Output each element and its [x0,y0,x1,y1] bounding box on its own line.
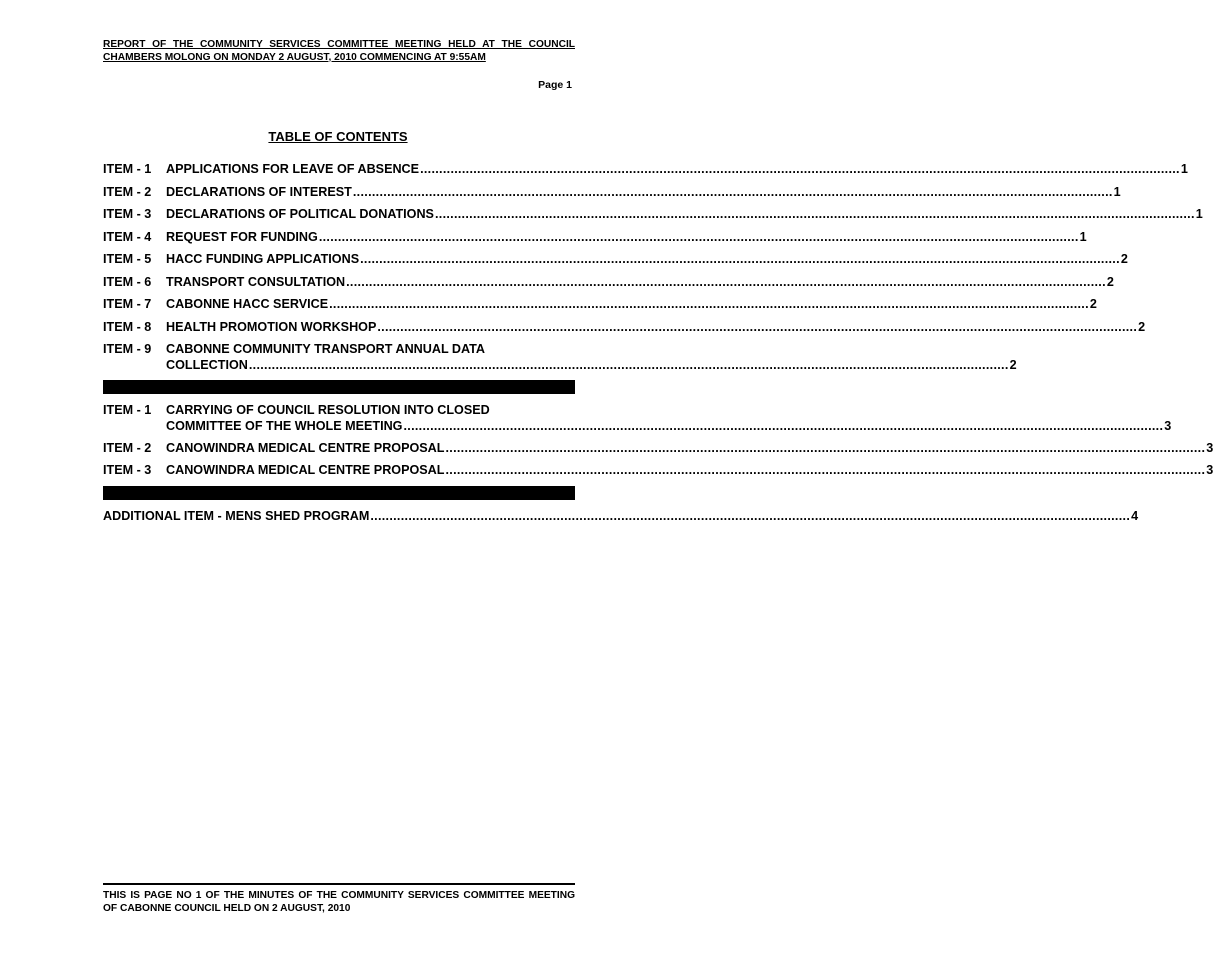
item-page: 2 [1138,320,1146,334]
report-header: REPORT OF THE COMMUNITY SERVICES COMMITTEE MEETING HELD AT THE COUNCIL CHAMBERS MOLONG ON MONDAY 2 AUGUST, 2010 COMMENCING AT 9:55AM [103,39,575,63]
toc-entry-open-8[interactable] [103,319,1146,335]
item-page: 2 [1106,275,1114,289]
toc-entry-open-5[interactable] [103,251,1128,267]
item-number: ITEM - 3 [103,463,152,477]
section-divider-bar [103,486,575,500]
item-title: CANOWINDRA MEDICAL CENTRE PROPOSAL [166,441,445,455]
item-title: TRANSPORT CONSULTATION [166,275,346,289]
toc-entry-closed-3[interactable] [103,462,1213,478]
item-number: ITEM - 5 [103,252,152,266]
toc-entry-open-4[interactable] [103,229,1087,245]
item-title-line2: COLLECTION [166,358,248,372]
page-footer: THIS IS PAGE NO 1 OF THE MINUTES OF THE COMMUNITY SERVICES COMMITTEE MEETING OF CABONNE COUNCIL HELD ON 2 AUGUST, 2010 [103,890,575,914]
item-title: HEALTH PROMOTION WORKSHOP [166,320,377,334]
item-page: 1 [1195,207,1203,221]
item-title: HACC FUNDING APPLICATIONS [166,252,360,266]
item-number: ITEM - 4 [103,230,152,244]
toc-entry-closed-2[interactable] [103,440,1213,456]
toc-entry-closed-1[interactable] [103,402,1172,434]
toc-entry-additional[interactable] [103,508,1139,524]
item-page: 1 [1113,185,1121,199]
leader-dots: ........................................................................................................................................................................................................ [248,358,1009,372]
item-title-line2: COMMITTEE OF THE WHOLE MEETING [166,419,403,433]
item-number: ITEM - 1 [103,403,152,417]
leader-dots: ........................................................................................................................................................................................................ [445,441,1206,455]
leader-dots: ........................................................................................................................................................................................................ [318,230,1079,244]
toc-entry-open-7[interactable] [103,296,1097,312]
item-page: 3 [1206,463,1213,477]
leader-dots: ........................................................................................................................................................................................................ [370,509,1131,523]
leader-dots: ........................................................................................................................................................................................................ [377,320,1138,334]
item-page: 2 [1009,358,1017,372]
leader-dots: ........................................................................................................................................................................................................ [445,463,1206,477]
item-page: 2 [1089,297,1097,311]
item-number: ITEM - 9 [103,342,152,356]
item-title-line1: CABONNE COMMUNITY TRANSPORT ANNUAL DATA [166,342,486,356]
footer-rule [103,883,575,885]
toc-entry-open-6[interactable] [103,274,1114,290]
item-number: ITEM - 8 [103,320,152,334]
page-number: Page 1 [538,79,572,91]
item-title: DECLARATIONS OF INTEREST [166,185,352,199]
item-page: 3 [1164,419,1172,433]
toc-entry-open-3[interactable] [103,206,1203,222]
item-title: REQUEST FOR FUNDING [166,230,318,244]
item-number: ITEM - 2 [103,441,152,455]
item-title: CABONNE HACC SERVICE [166,297,329,311]
leader-dots: ........................................................................................................................................................................................................ [352,185,1113,199]
item-number: ITEM - 6 [103,275,152,289]
item-title: CANOWINDRA MEDICAL CENTRE PROPOSAL [166,463,445,477]
toc-entry-open-9[interactable] [103,341,1017,373]
leader-dots: ........................................................................................................................................................................................................ [329,297,1089,311]
leader-dots: ........................................................................................................................................................................................................ [346,275,1106,289]
leader-dots: ........................................................................................................................................................................................................ [420,162,1180,176]
item-title: DECLARATIONS OF POLITICAL DONATIONS [166,207,434,221]
section-divider-bar [103,380,575,394]
item-title: ADDITIONAL ITEM - MENS SHED PROGRAM [103,509,370,523]
item-page: 3 [1206,441,1213,455]
item-number: ITEM - 3 [103,207,152,221]
item-page: 4 [1131,509,1139,523]
item-number: ITEM - 7 [103,297,152,311]
item-page: 1 [1079,230,1087,244]
leader-dots: ........................................................................................................................................................................................................ [360,252,1120,266]
toc-entry-open-1[interactable] [103,161,1188,177]
leader-dots: ........................................................................................................................................................................................................ [403,419,1164,433]
item-number: ITEM - 2 [103,185,152,199]
item-title-line1: CARRYING OF COUNCIL RESOLUTION INTO CLOSED [166,403,490,417]
item-title: APPLICATIONS FOR LEAVE OF ABSENCE [166,162,420,176]
item-number: ITEM - 1 [103,162,152,176]
toc-title: TABLE OF CONTENTS [268,129,408,144]
toc-entry-open-2[interactable] [103,184,1121,200]
item-page: 2 [1120,252,1128,266]
item-page: 1 [1180,162,1188,176]
leader-dots: ........................................................................................................................................................................................................ [434,207,1195,221]
